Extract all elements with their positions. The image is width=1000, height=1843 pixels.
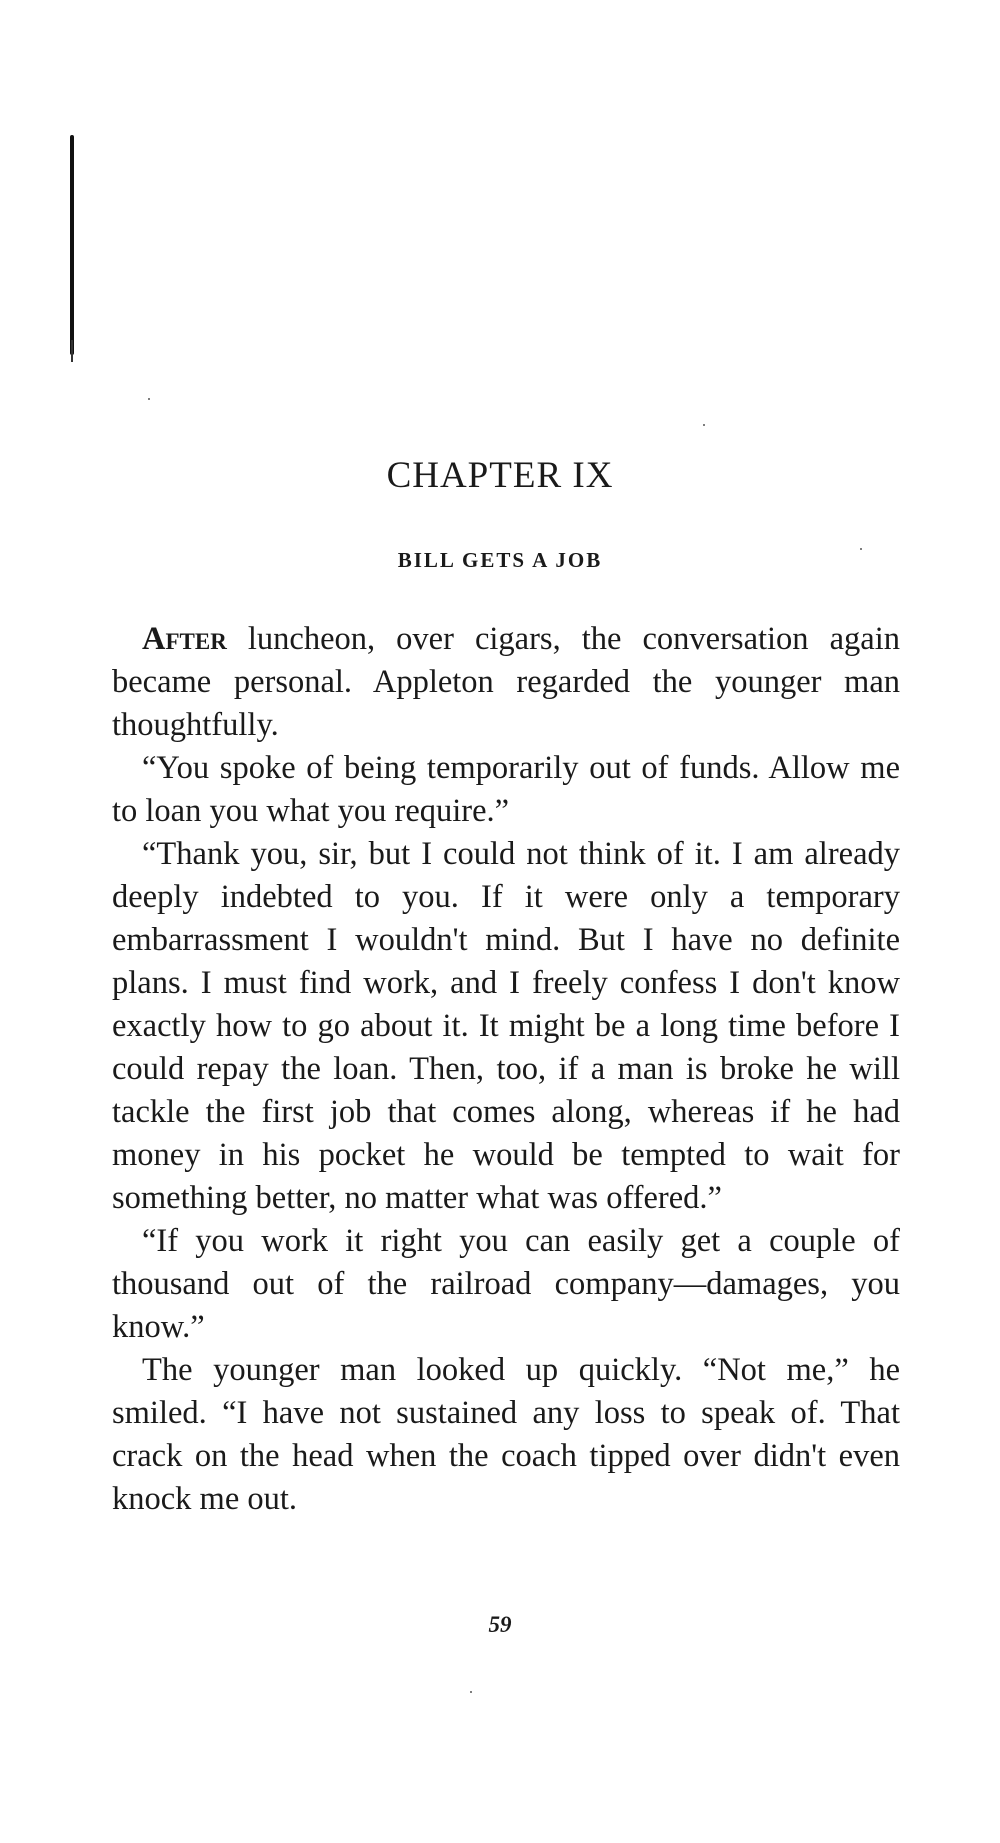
chapter-title: BILL GETS A JOB bbox=[397, 548, 603, 572]
scan-margin-mark-tail bbox=[71, 340, 73, 362]
scan-margin-mark bbox=[70, 135, 74, 355]
paragraph-5: The younger man looked up quickly. “Not me,” he smiled. “I have not sustained any loss to speak of. That crack on the head when the coach tipped over didn't even knock me out. bbox=[112, 1352, 900, 1517]
paragraph-1 bbox=[112, 618, 900, 747]
chapter-number: CHAPTER IX bbox=[386, 455, 614, 496]
body-text bbox=[112, 618, 900, 1521]
paragraph-lead-word: After bbox=[142, 621, 227, 657]
page-number: 59 bbox=[488, 1612, 512, 1637]
paragraph-text: luncheon, over cigars, the conversation again became personal. Appleton regarded the younger man thoughtfully. bbox=[112, 621, 900, 743]
paragraph-4: “If you work it right you can easily get a couple of thousand out of the railroad company—damages, you know.” bbox=[112, 1223, 900, 1345]
paragraph-3: “Thank you, sir, but I could not think of it. I am already deeply indebted to you. If it were only a temporary embarrassment I wouldn't mind. But I have no definite plans. I must find work, and I freely confess I don't know exactly how to go about it. It might be a long time before I could repay the loan. Then, too, if a man is broke he will tackle the first job that comes along, whereas if he had money in his pocket he would be tempted to wait for something better, no matter what was offered.” bbox=[112, 836, 900, 1216]
scan-speck bbox=[703, 424, 705, 426]
scan-speck bbox=[148, 398, 150, 400]
scan-speck bbox=[470, 1691, 472, 1693]
paragraph-2: “You spoke of being temporarily out of funds. Allow me to loan you what you require.” bbox=[112, 750, 900, 829]
